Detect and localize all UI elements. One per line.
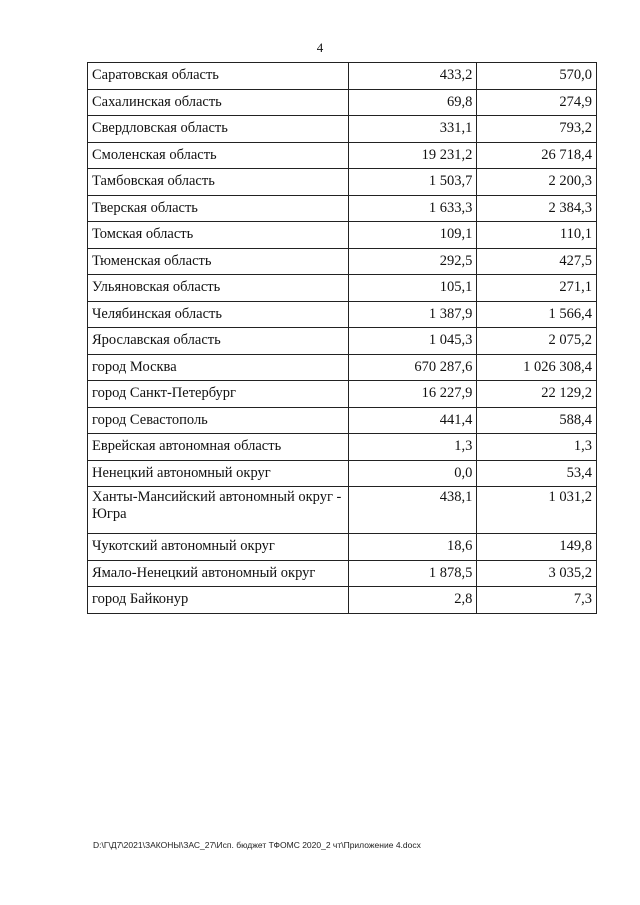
value-2020-plan-cell: 292,5	[348, 248, 476, 275]
value-2020-actual-cell: 1 026 308,4	[477, 354, 597, 381]
table-row	[88, 487, 597, 534]
footer-file-path: D:\Г\Д7\2021\ЗАКОНЫ\ЗАС_27\Исп. бюджет ТФОМС 2020_2 чт\Приложение 4.docx	[93, 840, 421, 850]
region-name-cell: Ямало-Ненецкий автономный округ	[88, 560, 349, 587]
table-row	[88, 222, 597, 249]
value-2020-plan-cell: 1 387,9	[348, 301, 476, 328]
region-name-cell: Ярославская область	[88, 328, 349, 355]
region-name-cell: Тверская область	[88, 195, 349, 222]
region-name-cell: Ульяновская область	[88, 275, 349, 302]
region-name-cell: Ненецкий автономный округ	[88, 460, 349, 487]
value-2020-actual-cell: 53,4	[477, 460, 597, 487]
table-row	[88, 534, 597, 561]
value-2020-actual-cell: 2 384,3	[477, 195, 597, 222]
table-row	[88, 89, 597, 116]
region-name-cell: город Москва	[88, 354, 349, 381]
value-2020-actual-cell: 3 035,2	[477, 560, 597, 587]
value-2020-plan-cell: 2,8	[348, 587, 476, 614]
value-2020-actual-cell: 2 075,2	[477, 328, 597, 355]
table-row	[88, 354, 597, 381]
table-row	[88, 248, 597, 275]
value-2020-actual-cell: 274,9	[477, 89, 597, 116]
value-2020-plan-cell: 441,4	[348, 407, 476, 434]
region-name-cell: город Севастополь	[88, 407, 349, 434]
table-row	[88, 169, 597, 196]
value-2020-actual-cell: 588,4	[477, 407, 597, 434]
table-row	[88, 460, 597, 487]
value-2020-actual-cell: 793,2	[477, 116, 597, 143]
table-row	[88, 142, 597, 169]
table-row	[88, 587, 597, 614]
budget-table	[87, 62, 597, 614]
value-2020-plan-cell: 18,6	[348, 534, 476, 561]
region-name-cell: Томская область	[88, 222, 349, 249]
table-row	[88, 560, 597, 587]
value-2020-actual-cell: 570,0	[477, 63, 597, 90]
value-2020-plan-cell: 0,0	[348, 460, 476, 487]
table-row	[88, 63, 597, 90]
table-row	[88, 381, 597, 408]
value-2020-plan-cell: 16 227,9	[348, 381, 476, 408]
value-2020-actual-cell: 427,5	[477, 248, 597, 275]
value-2020-actual-cell: 26 718,4	[477, 142, 597, 169]
value-2020-plan-cell: 1,3	[348, 434, 476, 461]
table-row	[88, 434, 597, 461]
value-2020-plan-cell: 105,1	[348, 275, 476, 302]
value-2020-plan-cell: 109,1	[348, 222, 476, 249]
table-row	[88, 195, 597, 222]
value-2020-actual-cell: 1 031,2	[477, 487, 597, 534]
value-2020-plan-cell: 1 045,3	[348, 328, 476, 355]
value-2020-plan-cell: 670 287,6	[348, 354, 476, 381]
table-row	[88, 275, 597, 302]
value-2020-actual-cell: 2 200,3	[477, 169, 597, 196]
value-2020-actual-cell: 149,8	[477, 534, 597, 561]
region-name-cell: Свердловская область	[88, 116, 349, 143]
region-name-cell: город Санкт-Петербург	[88, 381, 349, 408]
region-name-cell: Сахалинская область	[88, 89, 349, 116]
region-name-cell: Смоленская область	[88, 142, 349, 169]
value-2020-actual-cell: 22 129,2	[477, 381, 597, 408]
value-2020-actual-cell: 110,1	[477, 222, 597, 249]
value-2020-plan-cell: 438,1	[348, 487, 476, 534]
value-2020-plan-cell: 19 231,2	[348, 142, 476, 169]
region-name-cell: Ханты-Мансийский автономный округ - Югра	[88, 487, 349, 534]
page-number: 4	[316, 40, 324, 55]
table-row	[88, 301, 597, 328]
value-2020-plan-cell: 1 633,3	[348, 195, 476, 222]
region-name-cell: Челябинская область	[88, 301, 349, 328]
region-name-cell: Тамбовская область	[88, 169, 349, 196]
table-body	[88, 63, 597, 614]
value-2020-actual-cell: 1,3	[477, 434, 597, 461]
table-row	[88, 116, 597, 143]
value-2020-actual-cell: 1 566,4	[477, 301, 597, 328]
value-2020-plan-cell: 1 503,7	[348, 169, 476, 196]
table-row	[88, 407, 597, 434]
region-name-cell: Еврейская автономная область	[88, 434, 349, 461]
table-row	[88, 328, 597, 355]
region-name-cell: Чукотский автономный округ	[88, 534, 349, 561]
region-name-cell: Тюменская область	[88, 248, 349, 275]
value-2020-actual-cell: 271,1	[477, 275, 597, 302]
value-2020-actual-cell: 7,3	[477, 587, 597, 614]
region-name-cell: Саратовская область	[88, 63, 349, 90]
value-2020-plan-cell: 433,2	[348, 63, 476, 90]
value-2020-plan-cell: 1 878,5	[348, 560, 476, 587]
region-name-cell: город Байконур	[88, 587, 349, 614]
value-2020-plan-cell: 69,8	[348, 89, 476, 116]
value-2020-plan-cell: 331,1	[348, 116, 476, 143]
